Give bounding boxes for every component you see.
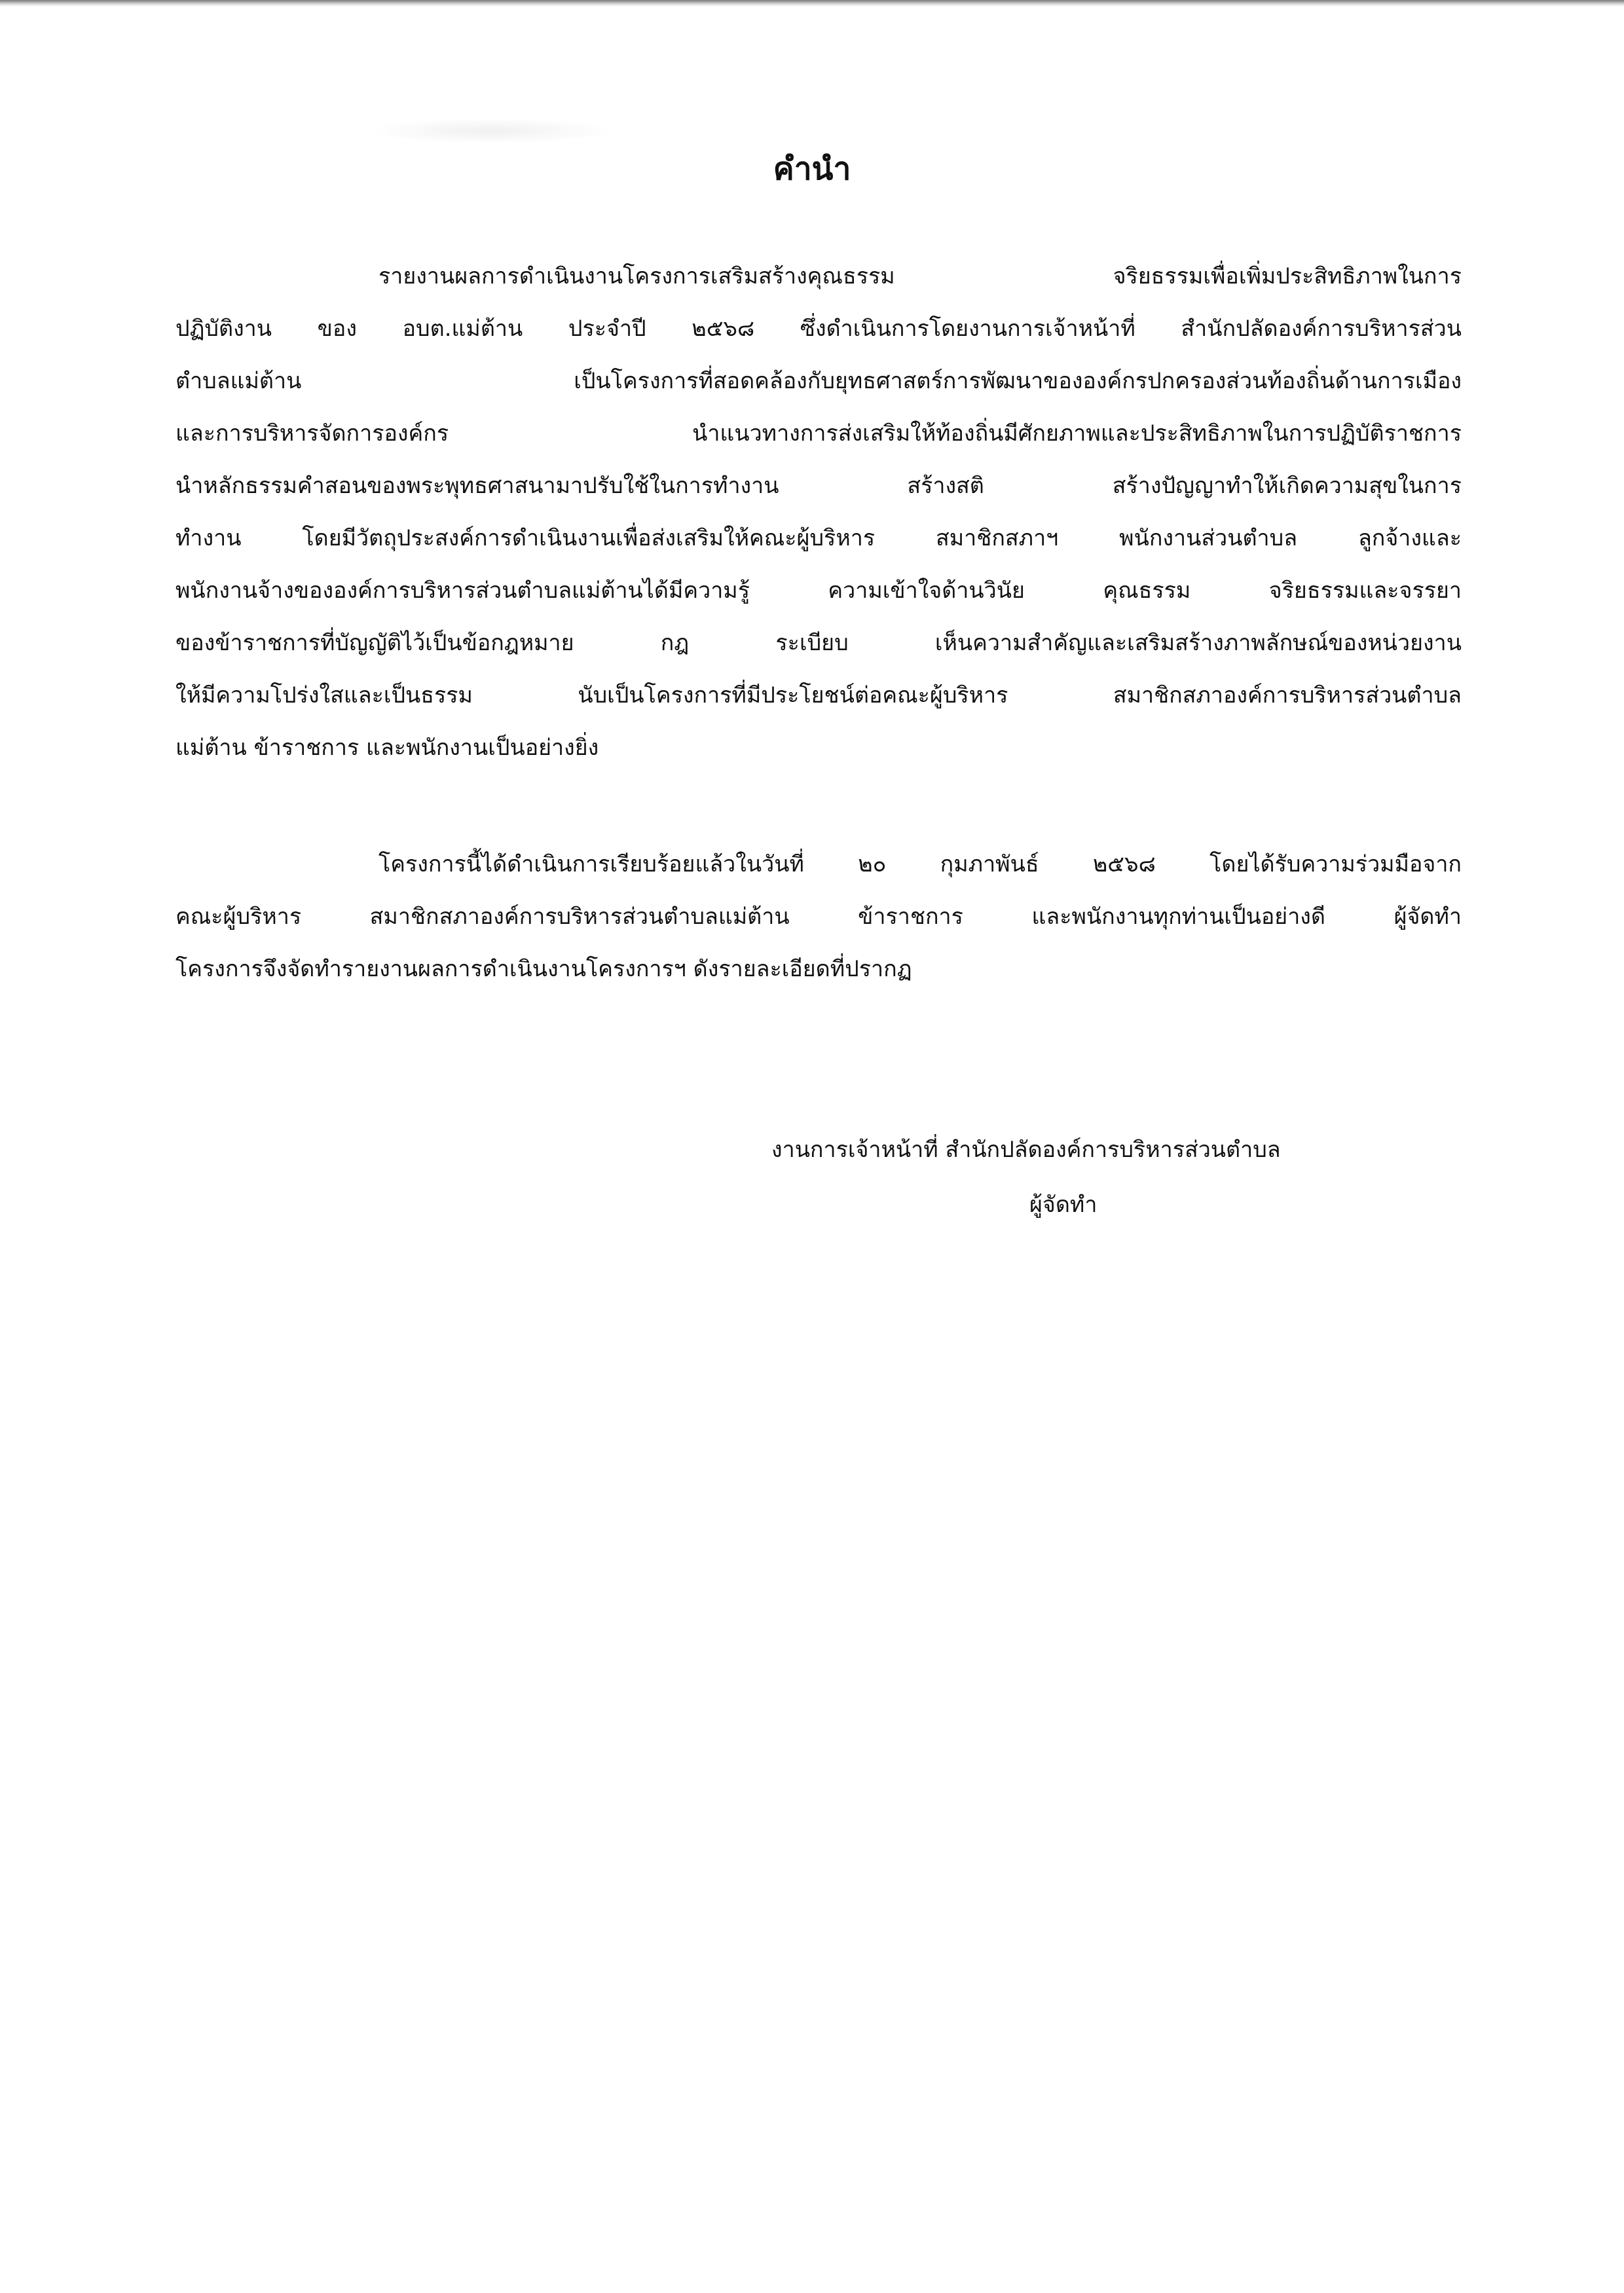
paragraph-line: ปฏิบัติงาน ของ อบต.แม่ต้าน ประจำปี ๒๕๖๘ ซึ่งดำเนินการโดยงานการเจ้าหน้าที่ สำนักปลัดองค์การบริหารส่วน	[175, 316, 1462, 342]
paragraph-line: ทำงาน โดยมีวัตถุประสงค์การดำเนินงานเพื่อส่งเสริมให้คณะผู้บริหาร สมาชิกสภาฯ พนักงานส่วนตำบล ลูกจ้างและ	[175, 525, 1462, 551]
paragraph-completion	[175, 838, 1462, 995]
paragraph-line: แม่ต้าน ข้าราชการ และพนักงานเป็นอย่างยิ่ง	[175, 735, 599, 761]
paragraph-line: โครงการจึงจัดทำรายงานผลการดำเนินงานโครงการฯ ดังรายละเอียดที่ปรากฏ	[175, 956, 912, 982]
paragraph-line: นำหลักธรรมคำสอนของพระพุทธศาสนามาปรับใช้ในการทำงาน สร้างสติ สร้างปัญญาทำให้เกิดความสุขในการ	[175, 473, 1462, 499]
scan-top-edge	[0, 0, 1624, 7]
page-title: คำนำ	[773, 151, 851, 187]
paragraph-line: รายงานผลการดำเนินงานโครงการเสริมสร้างคุณธรรม จริยธรรมเพื่อเพิ่มประสิทธิภาพในการ	[378, 263, 1462, 289]
paragraph-intro	[175, 250, 1462, 774]
paragraph-line: ตำบลแม่ต้าน เป็นโครงการที่สอดคล้องกับยุทธศาสตร์การพัฒนาขององค์กรปกครองส่วนท้องถิ่นด้านการเมือง	[175, 368, 1462, 394]
signature-department: งานการเจ้าหน้าที่ สำนักปลัดองค์การบริหารส่วนตำบล	[771, 1137, 1281, 1163]
paragraph-line: พนักงานจ้างขององค์การบริหารส่วนตำบลแม่ต้านได้มีความรู้ ความเข้าใจด้านวินัย คุณธรรม จริยธรรมและจรรยา	[175, 578, 1462, 604]
scan-bleed-through	[367, 118, 616, 144]
paragraph-line: คณะผู้บริหาร สมาชิกสภาองค์การบริหารส่วนตำบลแม่ต้าน ข้าราชการ และพนักงานทุกท่านเป็นอย่างดี ผู้จัดทำ	[175, 904, 1462, 930]
paragraph-line: โครงการนี้ได้ดำเนินการเรียบร้อยแล้วในวันที่ ๒๐ กุมภาพันธ์ ๒๕๖๘ โดยได้รับความร่วมมือจาก	[378, 851, 1462, 877]
signature-role: ผู้จัดทำ	[1029, 1192, 1098, 1218]
paragraph-line: ของข้าราชการที่บัญญัติไว้เป็นข้อกฎหมาย กฎ ระเบียบ เห็นความสำคัญและเสริมสร้างภาพลักษณ์ของหน่วยงาน	[175, 630, 1462, 656]
paragraph-line: ให้มีความโปร่งใสและเป็นธรรม นับเป็นโครงการที่มีประโยชน์ต่อคณะผู้บริหาร สมาชิกสภาองค์การบริหารส่วนตำบล	[175, 682, 1462, 708]
paragraph-line: และการบริหารจัดการองค์กร นำแนวทางการส่งเสริมให้ท้องถิ่นมีศักยภาพและประสิทธิภาพในการปฏิบัติราชการ	[175, 420, 1462, 447]
